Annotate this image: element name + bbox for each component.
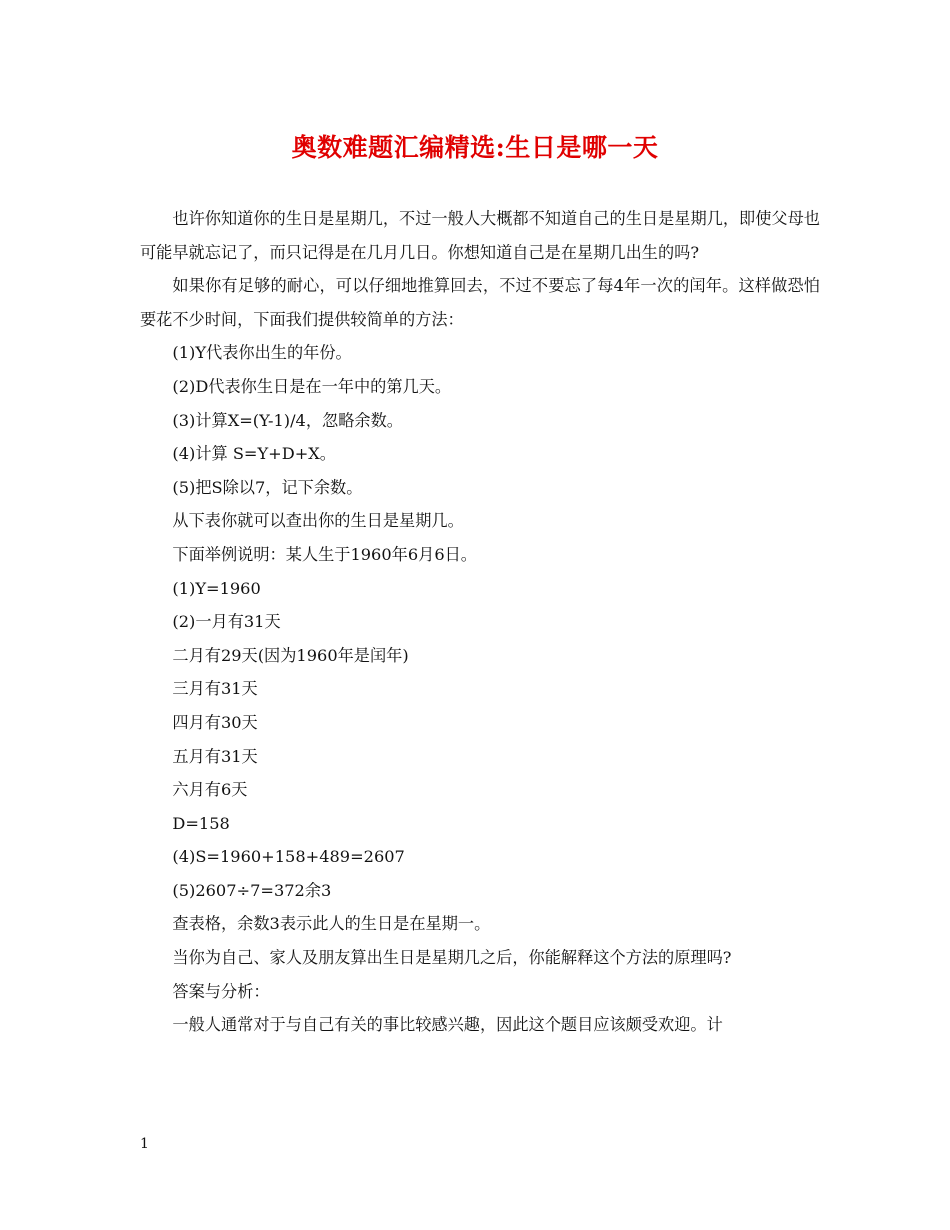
text-line: (4)S=1960+158+489=2607 — [172, 847, 405, 867]
text-line: D=158 — [172, 813, 230, 833]
text-line: 五月有31天 — [172, 746, 258, 766]
text-line: (5)把S除以7，记下余数。 — [172, 477, 363, 497]
text-line: 二月有29天(因为1960年是闰年) — [172, 645, 409, 665]
document-body — [140, 202, 820, 1042]
text-line: (3)计算X=(Y-1)/4，忽略余数。 — [172, 410, 403, 430]
paragraph: 如果你有足够的耐心，可以仔细地推算回去，不过不要忘了每4年一次的闰年。这样做恐怕要花不少时间，下面我们提供较简单的方法： — [140, 276, 820, 329]
page-number: 1 — [140, 1136, 149, 1152]
text-line: 当你为自己、家人及朋友算出生日是星期几之后，你能解释这个方法的原理吗? — [172, 948, 732, 968]
text-line: (2)一月有31天 — [172, 612, 281, 632]
text-line: 答案与分析： — [172, 981, 270, 1001]
paragraph: 也许你知道你的生日是星期几，不过一般人大概都不知道自己的生日是星期几，即使父母也可能早就忘记了，而只记得是在几月几日。你想知道自己是在星期几出生的吗? — [140, 209, 820, 262]
text-line: (1)Y代表你出生的年份。 — [172, 343, 352, 363]
text-line: (2)D代表你生日是在一年中的第几天。 — [172, 376, 452, 396]
text-line: 四月有30天 — [172, 712, 258, 732]
text-line: 一般人通常对于与自己有关的事比较感兴趣，因此这个题目应该颇受欢迎。计 — [172, 1015, 723, 1035]
text-line: 三月有31天 — [172, 679, 258, 699]
document-title: 奥数难题汇编精选:生日是哪一天 — [291, 133, 659, 162]
text-line: 从下表你就可以查出你的生日是星期几。 — [172, 511, 464, 531]
text-line: 六月有6天 — [172, 780, 248, 800]
text-line: (1)Y=1960 — [172, 578, 261, 598]
text-line: (5)2607÷7=372余3 — [172, 880, 332, 900]
text-line: (4)计算 S=Y+D+X。 — [172, 444, 336, 464]
text-line: 查表格，余数3表示此人的生日是在星期一。 — [172, 914, 491, 934]
text-line: 下面举例说明：某人生于1960年6月6日。 — [172, 544, 477, 564]
